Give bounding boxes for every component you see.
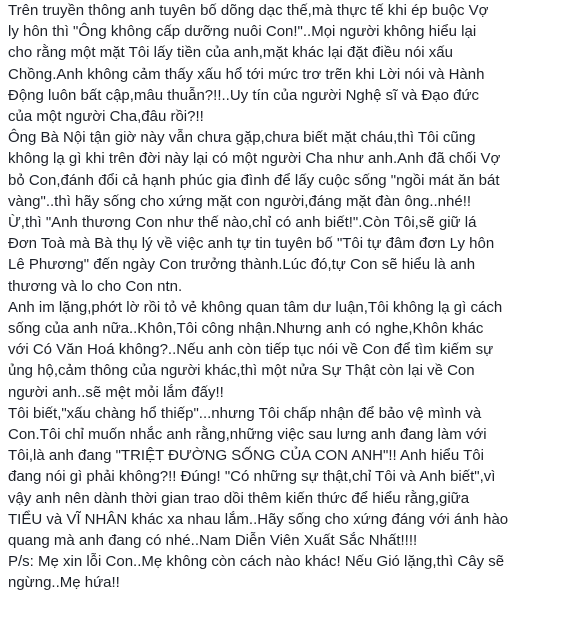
post-line: không lạ gì khi trên đời này lại có một người Cha như anh.Anh đã chối Vợ: [8, 150, 501, 168]
post-line: Chồng.Anh không cảm thấy xấu hổ tới mức trơ trẽn khi Lời nói và Hành: [8, 65, 485, 83]
post-line: Ông Bà Nội tận giờ này vẫn chưa gặp,chưa biết mặt cháu,thì Tôi cũng: [8, 129, 476, 147]
post-line: quang mà anh đang có nhé..Nam Diễn Viên Xuất Sắc Nhất!!!!: [8, 532, 418, 550]
post-line: bỏ Con,đánh đổi cả hạnh phúc gia đình để lấy cuộc sống "ngồi mát ăn bát: [8, 171, 500, 189]
post-line: cho rằng một mặt Tôi lấy tiền của anh,mặt khác lại đặt điều nói xấu: [8, 44, 453, 62]
post-line: Anh im lặng,phớt lờ rồi tỏ vẻ không quan tâm dư luận,Tôi không lạ gì cách: [8, 298, 503, 316]
post-line: ngừng..Mẹ hứa!!: [8, 574, 120, 592]
post-line: người anh..sẽ mệt mỏi lắm đấy!!: [8, 383, 224, 401]
post-line: Trên truyền thông anh tuyên bố dõng dạc thế,mà thực tế khi ép buộc Vợ: [8, 2, 489, 19]
post-line: Ừ,thì "Anh thương Con như thế nào,chỉ có anh biết!".Còn Tôi,sẽ giữ lá: [8, 214, 477, 232]
post-line: Lê Phương" đến ngày Con trưởng thành.Lúc đó,tự Con sẽ hiểu là anh: [8, 256, 476, 274]
post-line: sống của anh nữa..Khôn,Tôi công nhận.Nhưng anh có nghe,Khôn khác: [8, 320, 484, 338]
post-line: vậy anh nên dành thời gian trao dồi thêm kiến thức để hiểu rằng,giữa: [8, 489, 470, 507]
post-line: vàng"..thì hãy sống cho xứng mặt con người,đáng mặt đàn ông..nhé!!: [8, 192, 472, 210]
post-body: [8, 0, 576, 594]
post-line: Con.Tôi chỉ muốn nhắc anh rằng,những việc sau lưng anh đang làm với: [8, 426, 487, 444]
post-line: Tôi biết,"xấu chàng hổ thiếp"...nhưng Tôi chấp nhận để bảo vệ mình và: [8, 404, 482, 422]
post-line: Động luôn bất cập,mâu thuẫn?!!..Uy tín của người Nghệ sĩ và Đạo đức: [8, 86, 480, 104]
post-line: thương và lo cho Con ntn.: [8, 277, 183, 295]
post-line: với Có Văn Hoá không?..Nếu anh còn tiếp tục nói về Con để tìm kiếm sự: [8, 341, 494, 359]
post-line: Đơn Toà mà Bà thụ lý về việc anh tự tin tuyên bố "Tôi tự đâm đơn Ly hôn: [8, 235, 495, 253]
post-line: P/s: Mẹ xin lỗi Con..Mẹ không còn cách nào khác! Nếu Gió lặng,thì Cây sẽ: [8, 553, 505, 571]
post-line: TIỂU và VĨ NHÂN khác xa nhau lắm..Hãy sống cho xứng đáng với ánh hào: [8, 510, 509, 528]
post-line: đang nói gì phải không?!! Đúng! "Có những sự thật,chỉ Tôi và Anh biết",vì: [8, 468, 496, 486]
post-line: của một người Cha,đâu rồi?!!: [8, 108, 204, 126]
post-line: ủng hộ,cảm thông của người khác,thì một nửa Sự Thật còn lại về Con: [8, 362, 475, 380]
post-line: Tôi,là anh đang "TRIỆT ĐƯỜNG SỐNG CỦA CON ANH"!! Anh hiểu Tôi: [8, 447, 484, 465]
post-line: ly hôn thì "Ông không cấp dưỡng nuôi Con!"..Mọi người không hiểu lại: [8, 23, 477, 41]
